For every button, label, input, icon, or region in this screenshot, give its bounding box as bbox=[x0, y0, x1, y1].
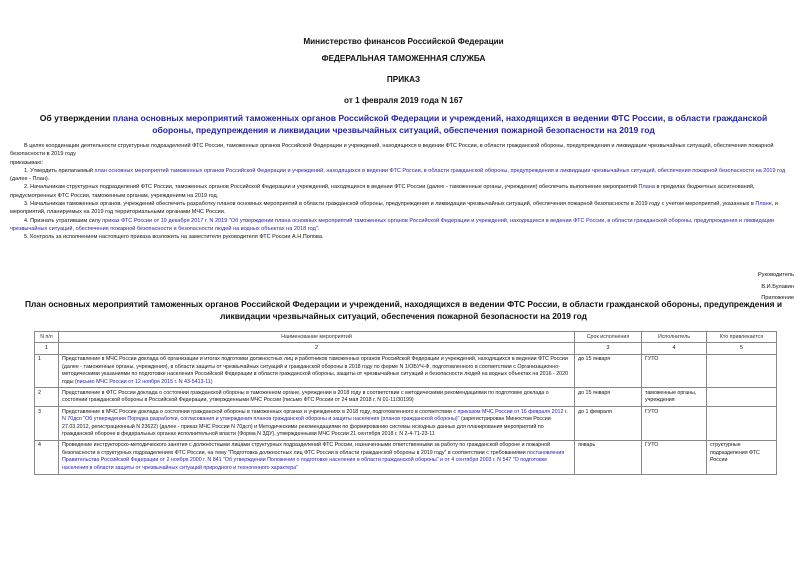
paragraph-4 bbox=[10, 217, 795, 234]
signer-name: В.И.Булавин bbox=[761, 283, 794, 290]
row-executor: таможенные органы, учреждения bbox=[642, 388, 707, 407]
col-header-deadline: Срок исполнения bbox=[575, 332, 642, 343]
index-cell: 1 bbox=[35, 343, 59, 354]
row-text bbox=[59, 354, 575, 388]
p2-link[interactable]: Плана bbox=[638, 184, 655, 191]
p3-prefix: 3. Начальникам таможенных органов, учреждений обеспечить разработку планов основных мероприятий в области гражданской обороны, предупреждения и ликвидации чрезвычайных ситуаций, обеспечения пожарной безопасности в 2019 году с учетом мероприятий, указанных в bbox=[24, 201, 756, 208]
intro-paragraph: В целях координации деятельности структурных подразделений ФТС России, таможенных органов Российской Федерации и учреждений, находящихся в ведении ФТС России, в области гражданской обороны, предупреждения и ликвидации чрезвычайных ситуаций, обеспечения пожарной безопасности в 2019 году bbox=[10, 143, 774, 158]
row-text-link[interactable]: приказом МЧС России от 16 февраля 2012 г. N 70дсп "Об утверждении Порядка разработки, согласования и утверждения планов гражданской обороны и защиты населения (планов гражданской обороны)" bbox=[62, 408, 568, 423]
row-text-after: (зарегистрирован Минюстом России 27.03.2012, регистрационный N 23622) (далее - приказ МЧС России N 70дсп) и Методическими рекомендациями по формированию системы исходных данных для планирования мероприятий по гражданской обороне в федеральных органах исполнительной власти (Форма N 3ДУ), утвержденными МЧС России 21 сентября 2018 г. N 2-4-71-23-11 bbox=[62, 416, 551, 437]
col-header-num: N п/п bbox=[35, 332, 59, 343]
doc-type-heading: ПРИКАЗ bbox=[386, 75, 421, 84]
row-executor: ГУТО bbox=[642, 440, 707, 474]
row-text: Представление в ФТС России доклада о состоянии гражданской обороны в таможенном органе, учреждении в 2018 году в соответствии с методическими рекомендациями по подготовке доклада о состоянии гражданской обороны в Российской Федерации, утвержденными МЧС России (письмо ФТС России от 24 мая 2018 г. N 01-11/30199) bbox=[59, 388, 575, 407]
order-title bbox=[30, 113, 777, 136]
table-row bbox=[35, 440, 777, 474]
p1-suffix: (далее - План). bbox=[10, 176, 50, 183]
row-text bbox=[59, 440, 575, 474]
paragraph-3 bbox=[10, 200, 795, 217]
index-cell: 4 bbox=[642, 343, 707, 354]
table-row bbox=[35, 388, 777, 407]
plan-table bbox=[34, 331, 777, 475]
paragraph-1 bbox=[10, 167, 795, 184]
order-date-number: от 1 февраля 2019 года N 167 bbox=[344, 96, 463, 105]
row-involved: структурные подразделения ФТС России bbox=[707, 440, 777, 474]
row-text-main: Проведение инструкторско-методического занятия с должностными лицами структурных подразделений ФТС России, назначенными ответственными за работу по гражданской обороне и пожарной безопасности в структурных подразделениях ФТС России, на тему "Подготовка должностных лиц ФТС России в области гражданской обороны в 2019 году" в соответствии с требованиями bbox=[62, 442, 551, 456]
row-deadline: до 15 января bbox=[575, 388, 642, 407]
row-deadline: до 1 февраля bbox=[575, 407, 642, 441]
order-title-link[interactable]: плана основных мероприятий таможенных органов Российской Федерации и учреждений, находящихся в ведении ФТС России, в области гражданской обороны, предупреждения и ликвидации чрезвычайных ситуаций, обеспечения пожарной безопасности на 2019 год bbox=[112, 113, 768, 135]
row-involved bbox=[707, 388, 777, 407]
paragraph-5: 5. Контроль за исполнением настоящего приказа возложить на заместителя руководителя ФТС России А.Н.Попова. bbox=[24, 234, 324, 241]
appendix-label: Приложение bbox=[761, 295, 794, 301]
row-num: 2 bbox=[35, 388, 59, 407]
p3-suffix: , и мероприятий, планируемых на 2019 год территориальными органами МЧС России. bbox=[10, 201, 779, 216]
p1-prefix: 1. Утвердить прилагаемый bbox=[24, 167, 95, 174]
row-text-link[interactable]: (письмо МЧС России от 12 ноября 2015 г. N 43-5413-11) bbox=[75, 378, 213, 385]
index-cell: 3 bbox=[575, 343, 642, 354]
table-row bbox=[35, 407, 777, 441]
p2-prefix: 2. Начальникам структурных подразделений ФТС России, таможенных органов Российской Федерации и учреждений, находящихся в ведении ФТС России (далее - таможенные органы, учреждения) обеспечить выполнение мероприятий bbox=[24, 184, 639, 191]
row-involved bbox=[707, 354, 777, 388]
ministry-heading: Министерство финансов Российской Федерации bbox=[303, 37, 504, 46]
p4-suffix: . bbox=[317, 225, 320, 232]
signer-role: Руководитель bbox=[757, 272, 794, 278]
row-executor: ГУТО bbox=[642, 407, 707, 441]
col-header-name: Наименование мероприятий bbox=[59, 332, 575, 343]
row-text-main: Представление в МЧС России доклада об организации и итогах подготовки должностных лиц и работников таможенных органов Российской Федерации и учреждений, находящихся в ведении ФТС России (далее - таможенные органы, учреждения), в области защиты от чрезвычайных ситуаций и гражданской обороны в 2018 году по форме N 1/ОБУЧ-Ф, подготовленного в соответствии с Организационно-методическими указаниями по подготовке населения Российской Федерации в области гражданской обороны, защиты от чрезвычайных ситуаций и безопасности людей на водных объектах на 2016 - 2020 годы bbox=[62, 356, 569, 385]
row-text bbox=[59, 407, 575, 441]
row-text-link[interactable]: постановления Правительства Российской Федерации от 2 ноября 2000 г. N 841 "Об утверждении Положения о подготовке населения в области гражданской обороны" и от 4 сентября 2003 г. N 547 "О подготовке населения в области защиты от чрезвычайных ситуаций природного и техногенного характера" bbox=[62, 449, 565, 471]
paragraph-2 bbox=[10, 183, 795, 200]
row-deadline: до 15 января bbox=[575, 354, 642, 388]
table-index-row bbox=[35, 343, 777, 354]
p1-link[interactable]: план основных мероприятий таможенных органов Российской Федерации и учреждений, находящихся в ведении ФТС России, в области гражданской обороны, предупреждения и ликвидации чрезвычайных ситуаций, обеспечения пожарной безопасности на 2019 год bbox=[94, 167, 786, 174]
order-body bbox=[10, 142, 795, 242]
table-header-row bbox=[35, 332, 777, 343]
index-cell: 5 bbox=[707, 343, 777, 354]
row-num: 4 bbox=[35, 440, 59, 474]
p4-prefix: 4. Признать утратившим силу bbox=[24, 217, 103, 224]
p3-link[interactable]: Плане bbox=[755, 201, 772, 208]
order-title-prefix: Об утверждении bbox=[39, 113, 113, 123]
col-header-executor: Исполнитель bbox=[642, 332, 707, 343]
table-row bbox=[35, 354, 777, 388]
service-heading: ФЕДЕРАЛЬНАЯ ТАМОЖЕННАЯ СЛУЖБА bbox=[321, 54, 486, 63]
col-header-involved: Кто привлекается bbox=[707, 332, 777, 343]
plan-title: План основных мероприятий таможенных органов Российской Федерации и учреждений, находящихся в ведении ФТС России, в области гражданской обороны, предупреждения и ликвидации чрезвычайных ситуаций, обеспечения пожарной безопасности на 2019 год bbox=[24, 299, 783, 321]
row-text-main: Представление в МЧС России доклада о состоянии гражданской обороны в таможенных органах и учреждениях в 2018 году, подготовленного в соответствии с bbox=[62, 408, 458, 415]
order-word: приказываю: bbox=[10, 159, 43, 166]
p4-link[interactable]: приказ ФТС России от 19 декабря 2017 г. N 2019 "Об утверждении плана основных мероприятий таможенных органов Российской Федерации и учреждений, находящихся в ведении ФТС России, в области гражданской обороны, предупреждения и ликвидации чрезвычайных ситуаций, обеспечения пожарной безопасности и безопасности людей на водных объектах на 2018 год" bbox=[10, 217, 775, 232]
index-cell: 2 bbox=[59, 343, 575, 354]
row-deadline: январь bbox=[575, 440, 642, 474]
p2-suffix: в пределах бюджетных ассигнований, предусмотренных ФТС России, таможенным органам, учреждениям на 2019 год. bbox=[10, 184, 755, 199]
row-executor: ГУТО bbox=[642, 354, 707, 388]
row-involved bbox=[707, 407, 777, 441]
row-num: 1 bbox=[35, 354, 59, 388]
row-num: 3 bbox=[35, 407, 59, 441]
